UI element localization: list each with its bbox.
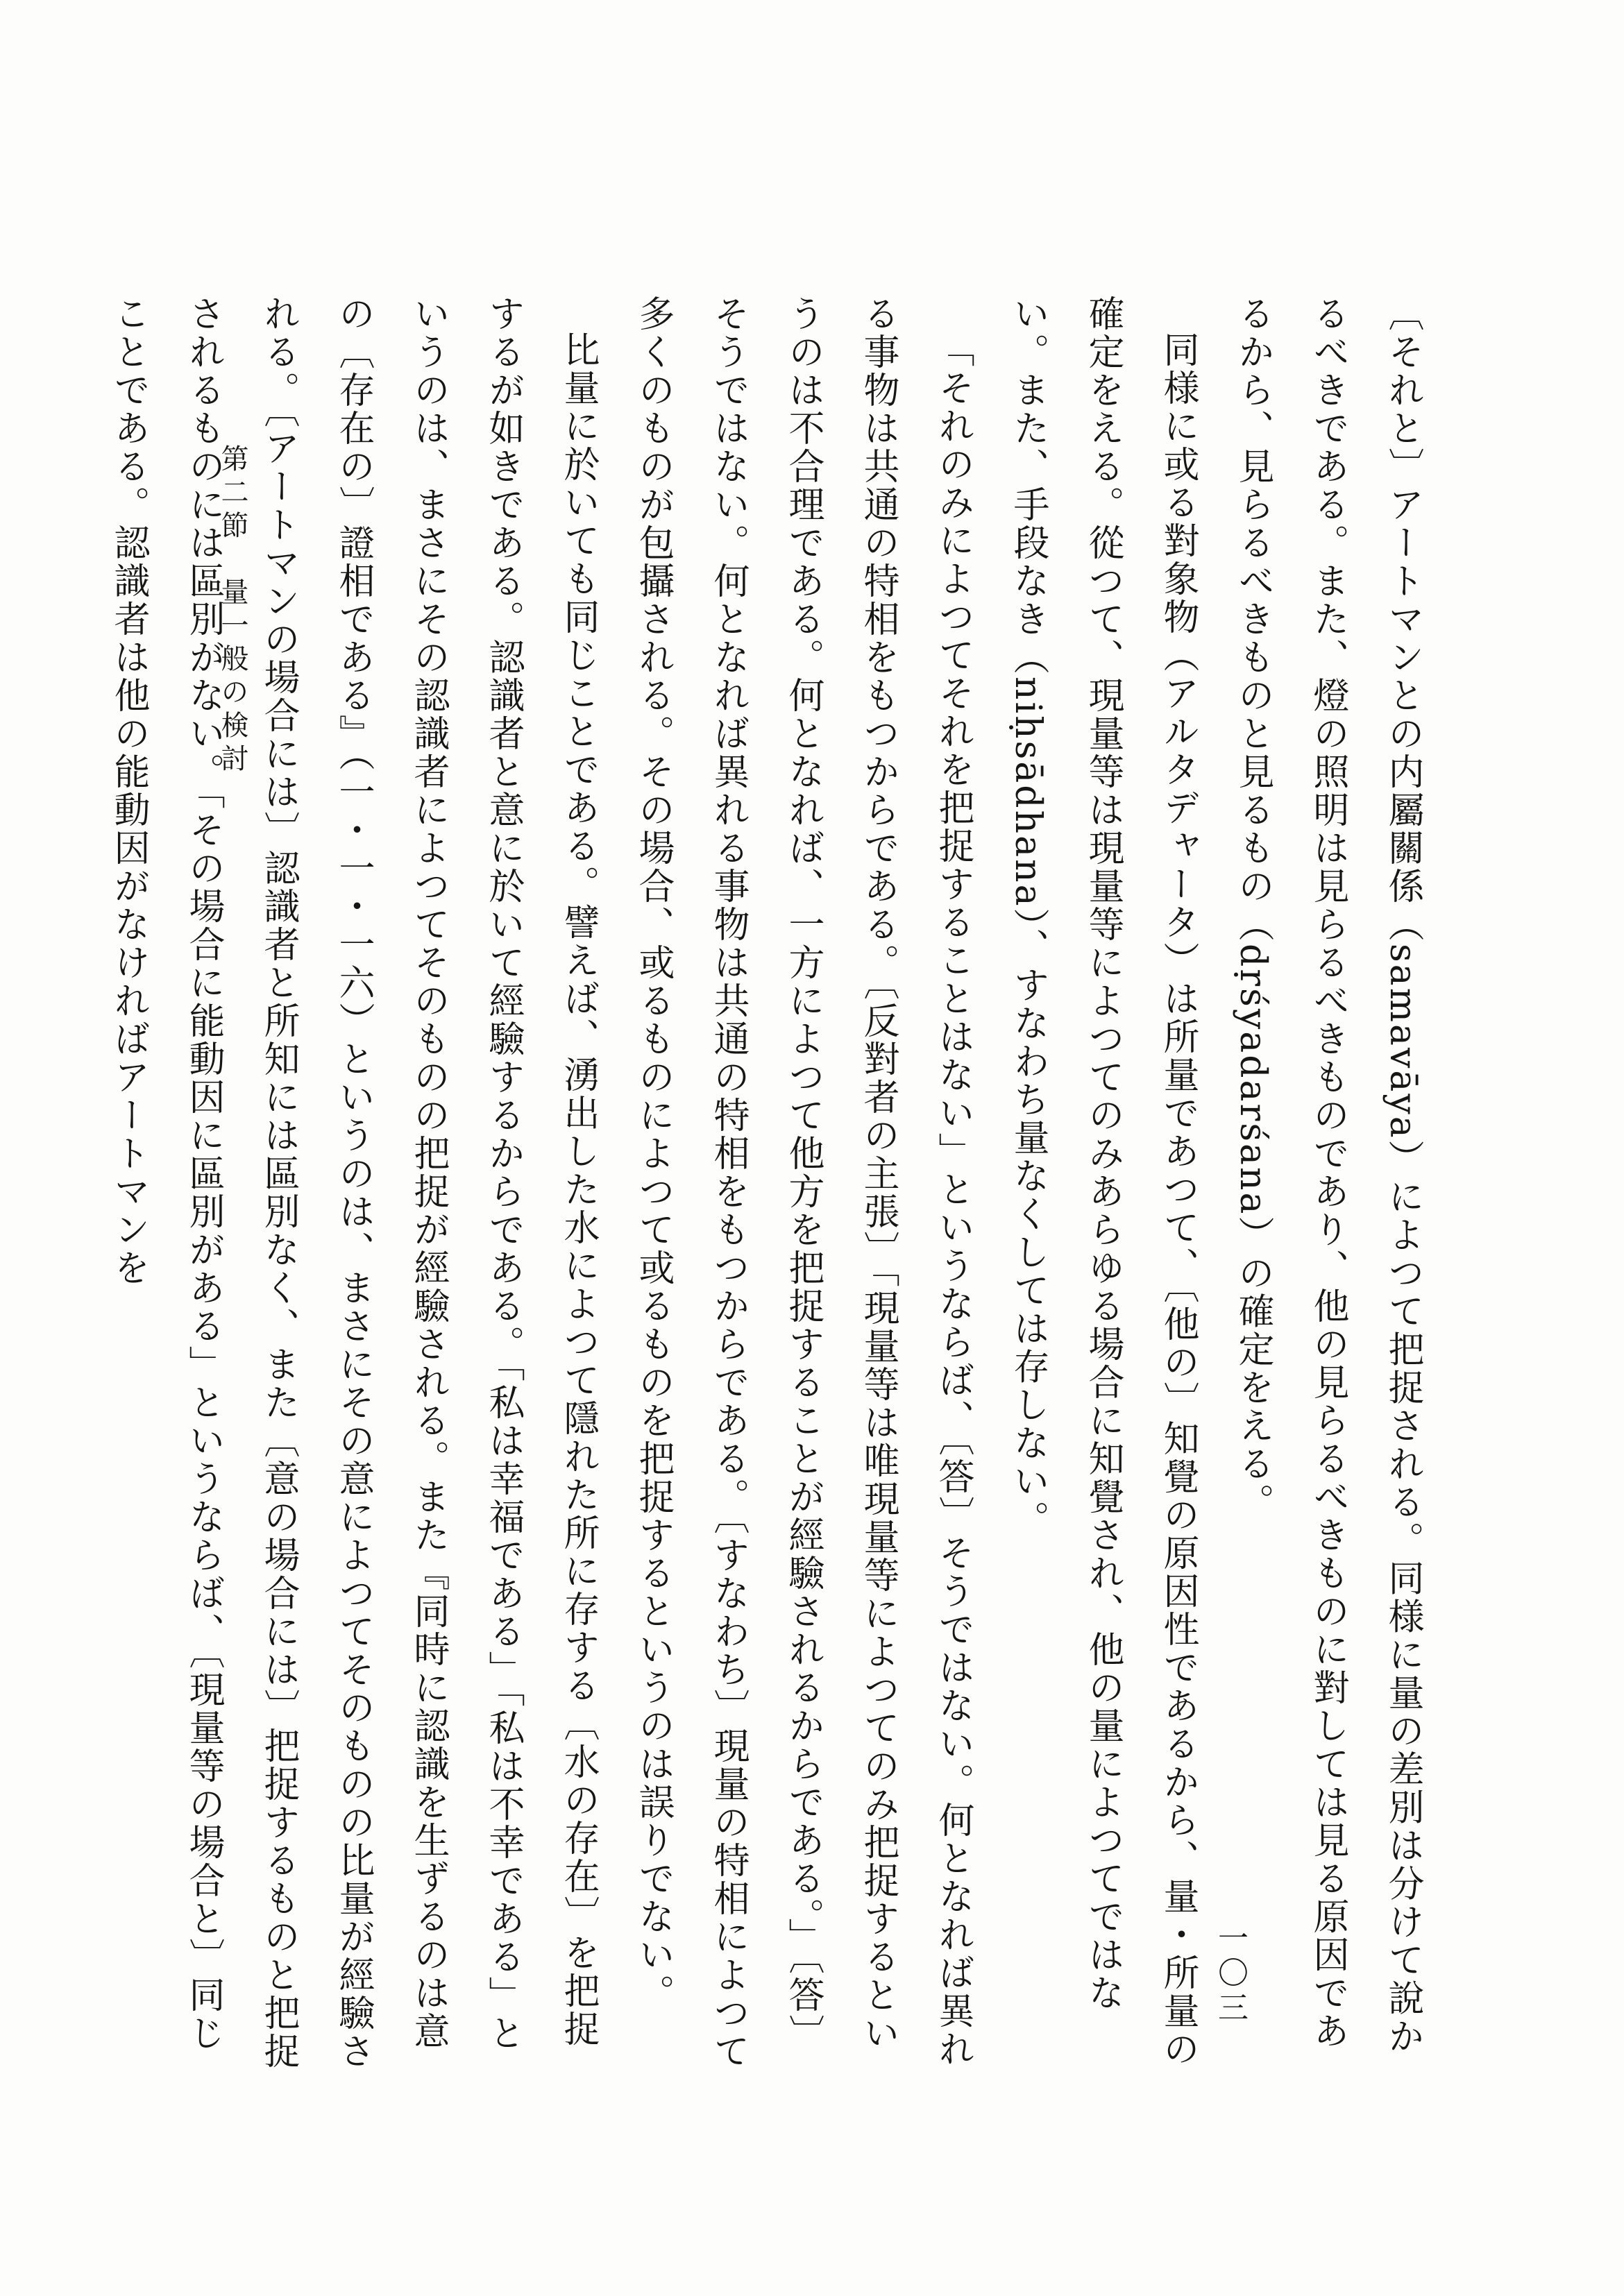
paragraph-4: 比量に於いても同じことである。譬えば、湧出した水によつて隱れた所に存する〔水の存在〕を把捉するが如きである。認識者と意に於いて經驗するからである。「私は幸福である」「私は不幸である」というのは、まさにその認識者によつてそのものの把捉が經驗される。また『同時に認識を生ずるのは意の〔存在の〕證相である』（一・一・一六）というのは、まさにその意によつてそのものの比量が經驗される。〔アートマンの場合には〕認識者と所知には區別なく、また〔意の場合には〕把捉するものと把捉されるものには區別がない。「その場合に能動因に區別がある」というならば、〔現量等の場合と〕同じことである。認識者は他の能動因がなければアートマンを <box>108 295 599 2070</box>
running-header: 第二節 量一般の検討 <box>217 444 248 777</box>
paragraph-1: 〔それと〕アートマンとの内屬關係（samavāya）によつて把捉される。同様に量の差別は分けて說かるべきである。また、燈の照明は見らるべきものであり、他の見らるべきものに對しては見る原因であるから、見らるべきものと見るもの（dṛśyadarśana）の確定をえる。 <box>1232 295 1423 2056</box>
paragraph-3: 「それのみによつてそれを把捉することはない」というならば、〔答〕そうではない。何となれば異れる事物は共通の特相をもつからである。〔反對者の主張〕「現量等は唯現量等によつてのみ把捉するというのは不合理である。何となれば、一方によつて他方を把捉することが經驗されるからである。」〔答〕そうではない。何となれば異れる事物は共通の特相をもつからである。〔すなわち〕現量の特相によつて多くのものが包攝される。その場合、或るものによつて或るものを把捉するというのは誤りでない。 <box>632 295 974 2070</box>
paragraph-2: 同様に或る對象物（アルタデャータ）は所量であつて、〔他の〕知覺の原因性であるから、量・所量の確定をえる。從つて、現量等は現量等によつてのみあらゆる場合に知覺され、他の量によつてではない。また、手段なき（niḥsādhana）、すなわち量なくしては存しない。 <box>1007 295 1199 2068</box>
page-number: 一〇三 <box>1212 1922 1248 2026</box>
